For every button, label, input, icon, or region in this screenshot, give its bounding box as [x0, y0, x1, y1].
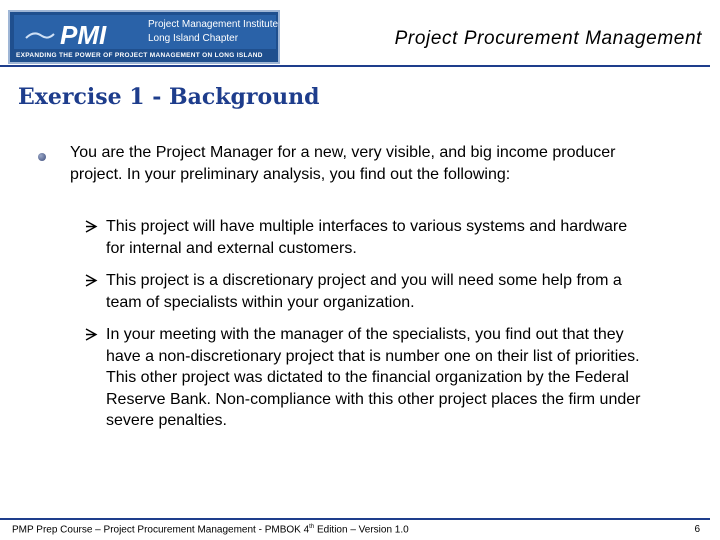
page-number: 6 [694, 524, 700, 535]
footer-main: PMP Prep Course – Project Procurement Management - PMBOK 4 [12, 524, 310, 536]
footer-edition: Edition – Version 1.0 [314, 524, 409, 536]
footer-text [12, 524, 409, 535]
arrow-bullet-icon [84, 270, 98, 291]
footer-rule [0, 518, 710, 520]
logo-banner [14, 15, 279, 49]
pmi-logo [8, 10, 280, 64]
slide-title: Exercise 1 - Background [18, 84, 320, 110]
svg-text:PMI: PMI [60, 20, 107, 48]
logo-line-2: Long Island Chapter [148, 33, 239, 44]
bullet-icon [38, 153, 46, 161]
sub-item-text: This project will have multiple interfaces to various systems and hardware for internal and external customers. [106, 218, 628, 257]
footer-superscript: th [309, 524, 315, 530]
logo-line-1: Project Management Institute [148, 19, 279, 30]
bullet-text: You are the Project Manager for a new, very visible, and big income producer project. In your preliminary analysis, you find out the following: [70, 144, 616, 183]
arrow-bullet-icon [84, 324, 98, 345]
arrow-bullet-icon [84, 216, 98, 237]
header-title: Project Procurement Management [394, 28, 702, 49]
sub-item-text: In your meeting with the manager of the specialists, you find out that they have a non-discretionary project that is number one on their list of priorities. This other project was dictated to the financial organization by the Federal Reserve Bank. Non-compliance with this other project places the firm under severe penalties. [106, 326, 641, 429]
sub-item-text: This project is a discretionary project and you will need some help from a team of specialists within your organization. [106, 272, 622, 311]
header-rule [0, 65, 710, 67]
logo-tagline: EXPANDING THE POWER OF PROJECT MANAGEMENT ON LONG ISLAND [16, 52, 263, 59]
pmi-logo-icon [20, 20, 138, 48]
